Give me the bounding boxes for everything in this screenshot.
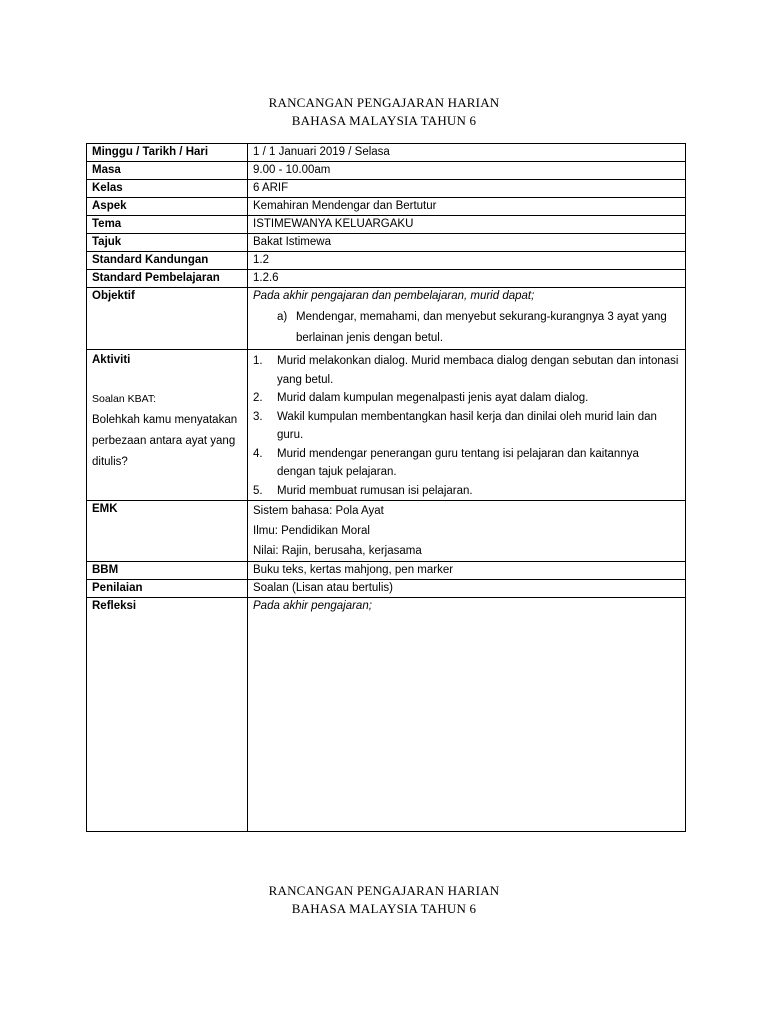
table-row-masa [87, 162, 686, 180]
emk-line: Nilai: Rajin, berusaha, kerjasama [253, 545, 422, 557]
table-row-aktiviti [87, 350, 686, 501]
row-value: Soalan (Lisan atau bertulis) [248, 580, 686, 598]
list-item [253, 389, 680, 408]
row-value: 1.2.6 [248, 270, 686, 288]
row-label: Masa [87, 162, 248, 180]
row-label: Tajuk [87, 234, 248, 252]
row-value: 1 / 1 Januari 2019 / Selasa [248, 144, 686, 162]
table-row-bbm [87, 562, 686, 580]
row-value: 6 ARIF [248, 180, 686, 198]
list-item [253, 408, 680, 445]
item-number: 4. [253, 447, 263, 460]
list-item [253, 445, 680, 482]
row-label: Aspek [87, 198, 248, 216]
row-label: Standard Pembelajaran [87, 270, 248, 288]
item-text: Murid dalam kumpulan megenalpasti jenis ayat dalam dialog. [277, 392, 589, 404]
objektif-text: Mendengar, memahami, dan menyebut sekurang-kurangnya 3 ayat yang berlainan jenis dengan betul. [296, 311, 667, 344]
table-row-refleksi [87, 598, 686, 832]
table-row-standard-kandungan [87, 252, 686, 270]
item-text: Murid membuat rumusan isi pelajaran. [277, 484, 473, 497]
aktiviti-list [253, 352, 680, 500]
table-row-aspek [87, 198, 686, 216]
kbat-label: Soalan KBAT: [92, 393, 157, 405]
row-value: Kemahiran Mendengar dan Bertutur [248, 198, 686, 216]
row-label: BBM [87, 562, 248, 580]
page-heading [0, 94, 768, 130]
row-value: 9.00 - 10.00am [248, 162, 686, 180]
row-value: Buku teks, kertas mahjong, pen marker [248, 562, 686, 580]
heading-line-2: BAHASA MALAYSIA TAHUN 6 [291, 113, 477, 128]
row-value: ISTIMEWANYA KELUARGAKU [248, 216, 686, 234]
table-row-objektif [87, 288, 686, 350]
item-number: 5. [253, 484, 263, 497]
row-label: Objektif [87, 288, 248, 350]
objektif-item [253, 307, 680, 349]
emk-cell [248, 501, 686, 562]
row-label: Kelas [87, 180, 248, 198]
item-text: Murid mendengar penerangan guru tentang isi pelajaran dan kaitannya dengan tajuk pelajaran. [277, 447, 639, 478]
kbat-question: Bolehkah kamu menyatakan perbezaan antara ayat yang ditulis? [92, 414, 238, 468]
item-number: 1. [253, 355, 263, 367]
row-value: Pada akhir pengajaran; [248, 598, 686, 832]
objektif-intro: Pada akhir pengajaran dan pembelajaran, murid dapat; [253, 290, 535, 302]
page-heading-repeat [0, 882, 768, 918]
emk-line: Ilmu: Pendidikan Moral [253, 525, 370, 537]
emk-line: Sistem bahasa: Pola Ayat [253, 505, 384, 517]
table-row-standard-pembelajaran [87, 270, 686, 288]
heading-line-1: RANCANGAN PENGAJARAN HARIAN [268, 95, 500, 110]
table-row-emk [87, 501, 686, 562]
objektif-cell [248, 288, 686, 350]
table-row-minggu [87, 144, 686, 162]
item-number: 2. [253, 392, 263, 404]
row-value: Bakat Istimewa [248, 234, 686, 252]
row-label: Tema [87, 216, 248, 234]
row-label: EMK [87, 501, 248, 562]
item-number: 3. [253, 410, 263, 423]
row-value: 1.2 [248, 252, 686, 270]
table-row-penilaian [87, 580, 686, 598]
objektif-marker: a) [277, 311, 288, 323]
table-row-kelas [87, 180, 686, 198]
item-text: Wakil kumpulan membentangkan hasil kerja dan dinilai oleh murid lain dan guru. [277, 410, 657, 441]
row-label: Minggu / Tarikh / Hari [87, 144, 248, 162]
lesson-plan-table [86, 143, 686, 832]
aktiviti-cell [248, 350, 686, 501]
heading-line-2: BAHASA MALAYSIA TAHUN 6 [291, 901, 477, 916]
table-row-tajuk [87, 234, 686, 252]
table-row-tema [87, 216, 686, 234]
list-item [253, 352, 680, 389]
item-text: Murid melakonkan dialog. Murid membaca dialog dengan sebutan dan intonasi yang betul. [277, 355, 679, 386]
list-item [253, 482, 680, 501]
row-label: Standard Kandungan [87, 252, 248, 270]
row-label: Refleksi [87, 598, 248, 832]
row-label: Aktiviti [92, 354, 131, 366]
aktiviti-label-cell [87, 350, 248, 501]
heading-line-1: RANCANGAN PENGAJARAN HARIAN [268, 883, 500, 898]
row-label: Penilaian [87, 580, 248, 598]
